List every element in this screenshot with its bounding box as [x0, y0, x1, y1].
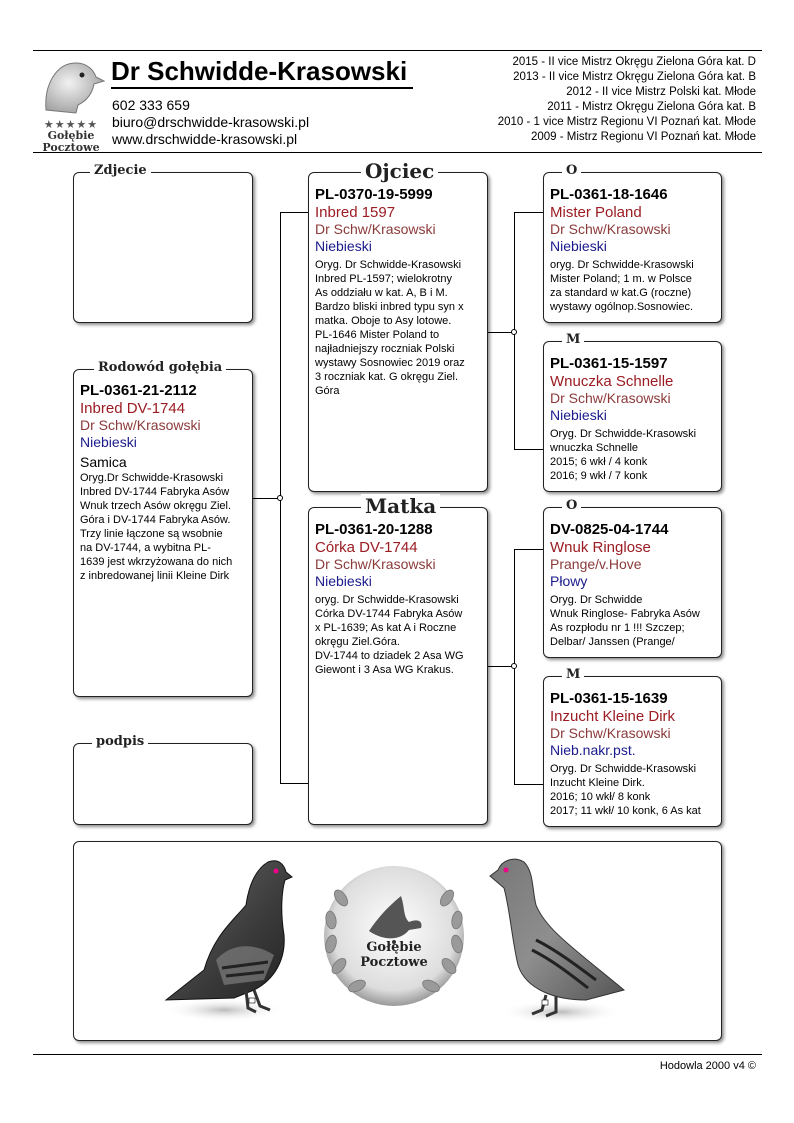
connector-line	[280, 212, 308, 213]
paternal-grandfather-card	[543, 163, 722, 323]
mf-color: Płowy	[550, 573, 588, 589]
mf-ring: DV-0825-04-1744	[550, 521, 669, 538]
footer-copyright: Hodowla 2000 v4 ©	[659, 1060, 756, 1072]
subject-color: Niebieski	[80, 434, 137, 450]
connector-line	[280, 783, 308, 784]
website-link[interactable]: www.drschwidde-krasowski.pl	[112, 131, 298, 147]
pigeon-head-icon	[36, 55, 106, 115]
pigeon-right-image	[486, 850, 626, 1030]
fm-breeder: Dr Schw/Krasowski	[550, 390, 671, 406]
achievement-item: 2009 - Mistrz Regionu VI Poznań kat. Młode	[530, 131, 756, 143]
photo-box	[73, 163, 253, 323]
connector-line	[514, 449, 543, 450]
connector-node	[511, 329, 517, 335]
subject-name: Inbred DV-1744	[80, 400, 186, 417]
father-color: Niebieski	[315, 238, 372, 254]
header-bottom-rule	[33, 152, 762, 153]
achievement-item: 2010 - 1 vice Mistrz Regionu VI Poznań kat. Młode	[497, 116, 756, 128]
father-name: Inbred 1597	[315, 204, 396, 221]
father-ring: PL-0370-19-5999	[315, 186, 433, 203]
breeder-name: Dr Schwidde-Krasowski	[111, 55, 413, 89]
mother-label: Matka	[361, 494, 440, 518]
fm-color: Niebieski	[550, 407, 607, 423]
subject-ring: PL-0361-21-2112	[80, 382, 197, 399]
grandfather-label: O	[562, 498, 581, 513]
grandmother-label: M	[562, 667, 584, 682]
connector-line	[514, 784, 543, 785]
emblem-line2: Pocztowe	[360, 955, 428, 970]
ff-ring: PL-0361-18-1646	[550, 186, 668, 203]
maternal-grandfather-card	[543, 498, 722, 658]
achievement-item: 2015 - II vice Mistrz Okręgu Zielona Góra kat. D	[512, 56, 756, 68]
mm-description: Oryg. Dr Schwidde-Krasowski Inzucht Kleine Dirk. 2016; 10 wkł/ 8 konk 2017; 11 wkł/ 10 konk, 6 As kat	[550, 763, 701, 817]
subject-breeder: Dr Schw/Krasowski	[80, 417, 201, 433]
mm-color: Nieb.nakr.pst.	[550, 742, 636, 758]
logo-text-line2: Pocztowe	[42, 141, 100, 154]
connector-line	[514, 212, 543, 213]
connector-node	[277, 495, 283, 501]
achievement-item: 2013 - II vice Mistrz Okręgu Zielona Góra kat. B	[513, 71, 756, 83]
connector-node	[511, 663, 517, 669]
mf-name: Wnuk Ringlose	[550, 539, 651, 556]
header-logo	[36, 55, 106, 154]
subject-pigeon-card	[73, 360, 253, 697]
connector-line	[514, 549, 543, 550]
subject-label: Rodowód gołębia	[94, 360, 226, 375]
mother-breeder: Dr Schw/Krasowski	[315, 556, 436, 572]
pigeon-left-image	[164, 850, 294, 1028]
emblem-text	[352, 940, 436, 970]
father-description: Oryg. Dr Schwidde-Krasowski Inbred PL-1597; wielokrotny As oddziału w kat. A, B i M. Bardzo bliski inbred typu syn x matka. Oboje to Asy lotowe. PL-1646 Mister Poland to najładniejszy roczniak Polski wystawy Sosnowiec 2019 oraz 3 roczniak kat. G okręgu Ziel. Góra	[315, 259, 465, 397]
fm-description: Oryg. Dr Schwidde-Krasowski wnuczka Schnelle 2015; 6 wkł / 4 konk 2016; 9 wkł / 7 konk	[550, 428, 697, 482]
achievement-item: 2011 - Mistrz Okręgu Zielona Góra kat. B	[547, 101, 756, 113]
grandmother-label: M	[562, 332, 584, 347]
signature-box	[73, 734, 253, 825]
connector-line	[253, 498, 280, 499]
logo-text-line1: Gołębie	[47, 129, 95, 142]
logo-stars: ★★★★★	[43, 119, 99, 131]
ff-name: Mister Poland	[550, 204, 642, 221]
mother-name: Córka DV-1744	[315, 539, 418, 556]
footer-rule	[33, 1054, 762, 1055]
fm-ring: PL-0361-15-1597	[550, 355, 668, 372]
mm-breeder: Dr Schw/Krasowski	[550, 725, 671, 741]
signature-label: podpis	[92, 734, 148, 749]
mm-name: Inzucht Kleine Dirk	[550, 708, 676, 725]
maternal-grandmother-card	[543, 667, 722, 827]
mother-card	[308, 494, 488, 825]
mother-description: oryg. Dr Schwidde-Krasowski Córka DV-1744 Fabryka Asów x PL-1639; As kat A i Roczne okręgu Ziel.Góra. DV-1744 to dziadek 2 Asa WG Giewont i 3 Asa WG Krakus.	[315, 594, 464, 676]
emblem-line1: Gołębie	[366, 940, 422, 955]
mf-description: Oryg. Dr Schwidde Wnuk Ringlose- Fabryka Asów As rozpłodu nr 1 !!! Szczep; Delbar/ Janssen (Prange/	[550, 594, 700, 648]
ff-color: Niebieski	[550, 238, 607, 254]
subject-description: Oryg.Dr Schwidde-Krasowski Inbred DV-1744 Fabryka Asów Wnuk trzech Asów okręgu Ziel. Góra i DV-1744 Fabryka Asów. Trzy linie łączone są wsobnie na DV-1744, a wybitna PL- 1639 jest wkrzyżowana do nich z inbredowanej linii Kleine Dirk	[80, 472, 233, 582]
header-top-rule	[33, 50, 762, 51]
father-label: Ojciec	[361, 159, 438, 183]
mother-ring: PL-0361-20-1288	[315, 521, 433, 538]
mf-breeder: Prange/v.Hove	[550, 556, 642, 572]
subject-sex: Samica	[80, 454, 127, 470]
paternal-grandmother-card	[543, 332, 722, 492]
photo-box-label: Zdjecie	[90, 163, 151, 178]
mother-color: Niebieski	[315, 573, 372, 589]
fm-name: Wnuczka Schnelle	[550, 373, 674, 390]
father-card	[308, 159, 488, 492]
ff-breeder: Dr Schw/Krasowski	[550, 221, 671, 237]
father-breeder: Dr Schw/Krasowski	[315, 221, 436, 237]
pigeons-image-panel	[73, 841, 722, 1041]
email-address[interactable]: biuro@drschwidde-krasowski.pl	[112, 114, 310, 130]
grandfather-label: O	[562, 163, 581, 178]
achievement-item: 2012 - II vice Mistrz Polski kat. Młode	[566, 86, 756, 98]
mm-ring: PL-0361-15-1639	[550, 690, 668, 707]
phone-number: 602 333 659	[112, 97, 190, 113]
ff-description: oryg. Dr Schwidde-Krasowski Mister Poland; 1 m. w Polsce za standard w kat.G (roczne) wystawy ogólnop.Sosnowiec.	[550, 259, 694, 313]
achievements-list	[498, 55, 756, 145]
